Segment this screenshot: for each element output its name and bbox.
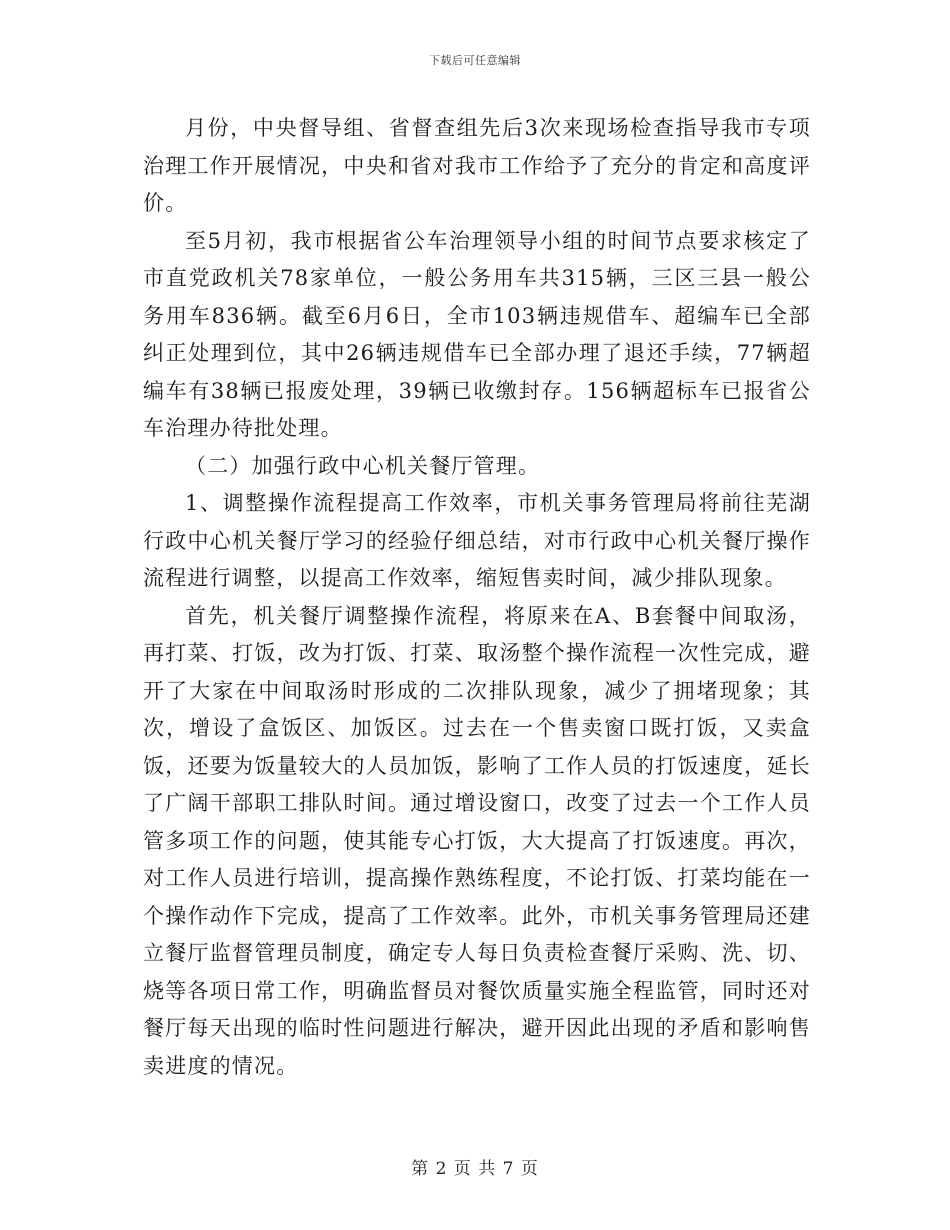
paragraph: 至5月初，我市根据省公车治理领导小组的时间节点要求核定了市直党政机关78家单位，一般公务用车共315辆，三区三县一般公务用车836辆。截至6月6日，全市103辆违规借车、超编车已全部纠正处理到位，其中26辆违规借车已全部办理了退还手续，77辆超编车有38辆已报废处理，39辆已收缴封存。156辆超标车已报省公车治理办待批处理。 — [143, 228, 811, 440]
paragraph: 首先，机关餐厅调整操作流程，将原来在A、B套餐中间取汤，再打菜、打饭，改为打饭、打菜、取汤整个操作流程一次性完成，避开了大家在中间取汤时形成的二次排队现象，减少了拥堵现象；其次，增设了盒饭区、加饭区。过去在一个售卖窗口既打饭，又卖盒饭，还要为饭量较大的人员加饭，影响了工作人员的打饭速度，延长了广阔干部职工排队时间。通过增设窗口，改变了过去一个工作人员管多项工作的问题，使其能专心打饭，大大提高了打饭速度。再次，对工作人员进行培训，提高操作熟练程度，不论打饭、打菜均能在一个操作动作下完成，提高了工作效率。此外，市机关事务管理局还建立餐厅监督管理员制度，确定专人每日负责检查餐厅采购、洗、切、烧等各项日常工作，明确监督员对餐饮质量实施全程监管，同时还对餐厅每天出现的临时性问题进行解决，避开因此出现的矛盾和影响售卖进度的情况。 — [143, 603, 811, 1078]
section-heading: （二）加强行政中心机关餐厅管理。 — [185, 453, 541, 478]
page-footer: 第 2 页 共 7 页 — [411, 1159, 539, 1179]
paragraph: 月份，中央督导组、省督查组先后3次来现场检查指导我市专项治理工作开展情况，中央和省对我市工作给予了充分的肯定和高度评价。 — [143, 116, 811, 215]
document-body — [143, 110, 811, 1085]
paragraph: 1、调整操作流程提高工作效率，市机关事务管理局将前往芜湖行政中心机关餐厅学习的经验仔细总结，对市行政中心机关餐厅操作流程进行调整，以提高工作效率，缩短售卖时间，减少排队现象。 — [143, 491, 811, 590]
header-note: 下载后可任意编辑 — [429, 54, 521, 67]
